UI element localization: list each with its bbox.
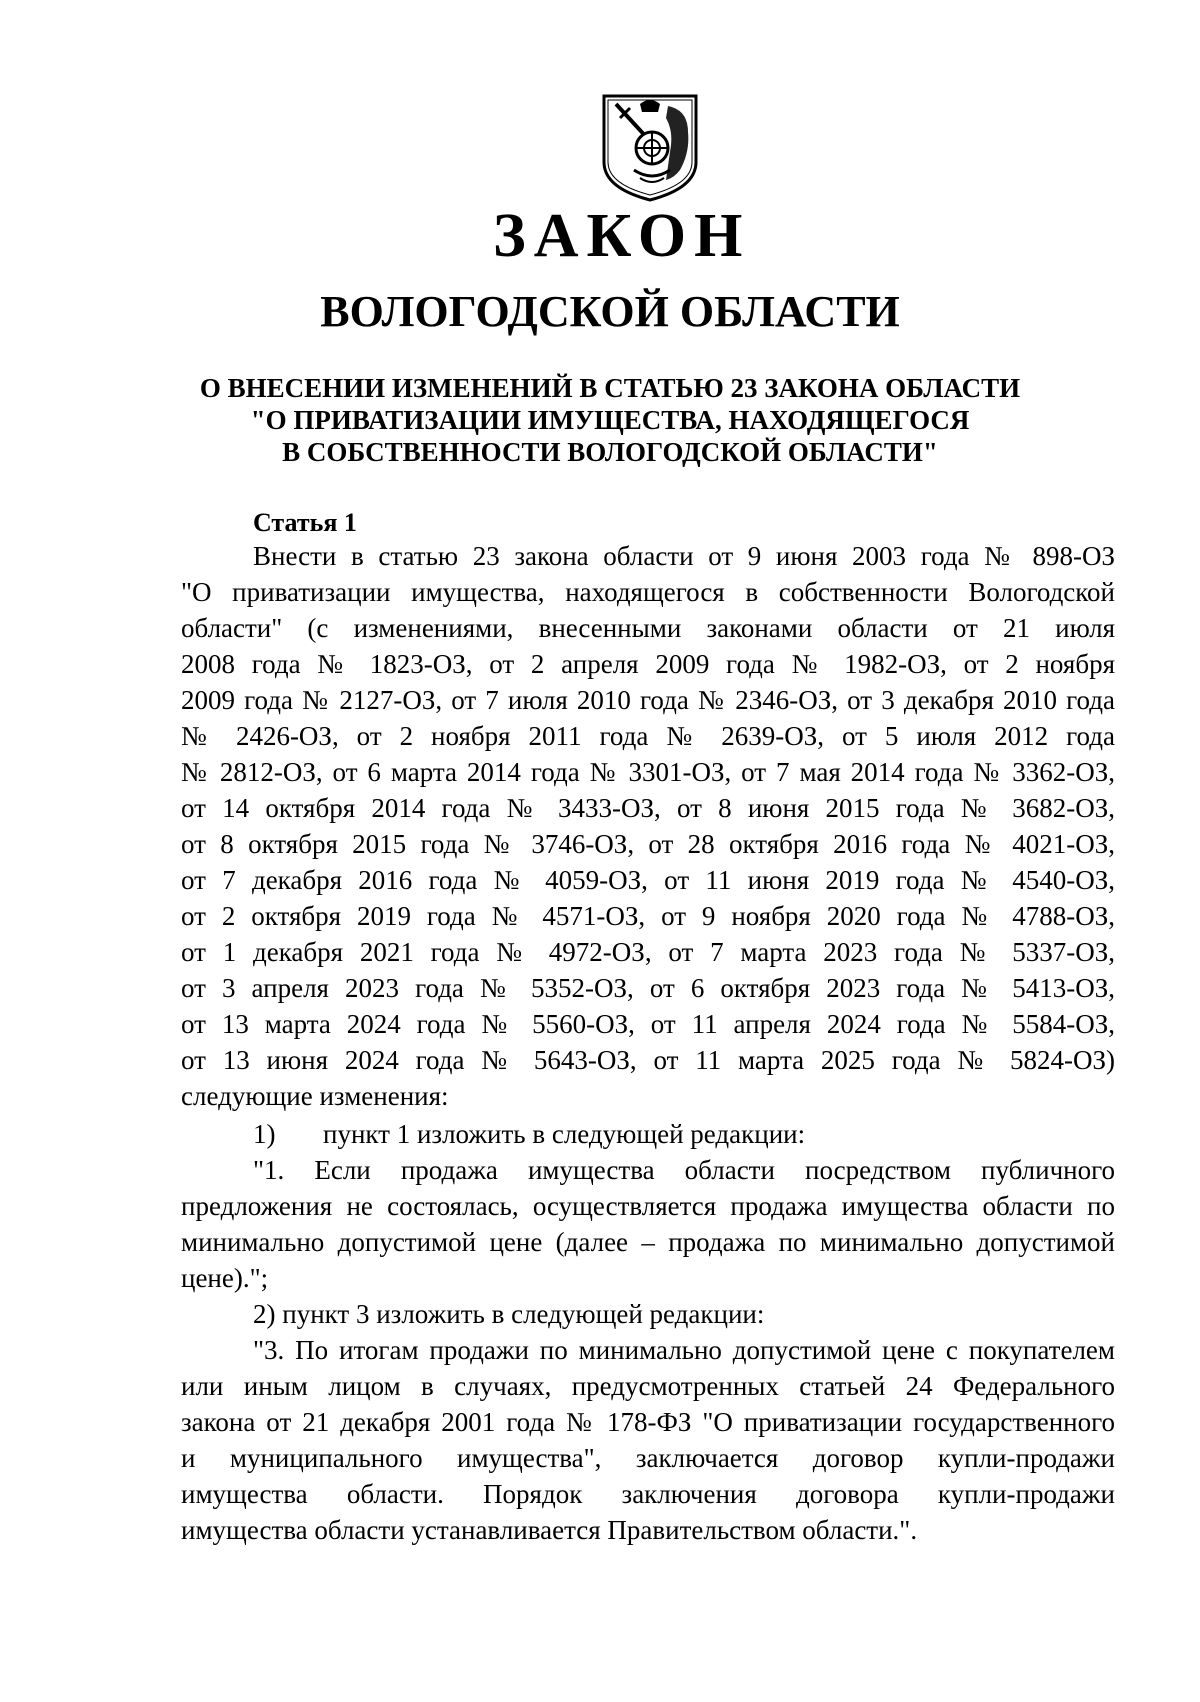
text-line: от 13 марта 2024 года № 5560-ОЗ, от 11 апреля 2024 года № 5584-ОЗ, xyxy=(181,1009,1115,1039)
item-1-quote xyxy=(181,1152,1115,1296)
article-heading: Статья 1 xyxy=(253,508,357,537)
text-line: от 2 октября 2019 года № 4571-ОЗ, от 9 ноября 2020 года № 4788-ОЗ, xyxy=(181,901,1115,931)
text-line: "О приватизации имущества, находящегося в собственности Вологодской xyxy=(181,577,1115,607)
law-word: ЗАКОН xyxy=(493,202,751,270)
text-line: имущества области. Порядок заключения договора купли-продажи xyxy=(181,1479,1115,1509)
law-title-line: В СОБСТВЕННОСТИ ВОЛОГОДСКОЙ ОБЛАСТИ" xyxy=(282,437,938,467)
item-2-text: 2) пункт 3 изложить в следующей редакции: xyxy=(253,1299,765,1329)
text-line: и муниципального имущества", заключается договор купли-продажи xyxy=(181,1443,1115,1473)
region-name: ВОЛОГОДСКОЙ ОБЛАСТИ xyxy=(320,287,900,336)
item-1-number: 1) xyxy=(253,1119,276,1149)
text-line: минимально допустимой цене (далее – продажа по минимально допустимой xyxy=(181,1227,1115,1257)
law-title-line: "О ПРИВАТИЗАЦИИ ИМУЩЕСТВА, НАХОДЯЩЕГОСЯ xyxy=(250,405,970,435)
text-line: 2009 года № 2127-ОЗ, от 7 июля 2010 года № 2346-ОЗ, от 3 декабря 2010 года xyxy=(181,685,1115,715)
text-line: от 1 декабря 2021 года № 4972-ОЗ, от 7 марта 2023 года № 5337-ОЗ, xyxy=(181,937,1115,967)
text-line: следующие изменения: xyxy=(181,1081,449,1111)
item-2-quote xyxy=(181,1332,1115,1548)
text-line: или иным лицом в случаях, предусмотренных статьей 24 Федерального xyxy=(181,1371,1115,1401)
text-line: цене)."; xyxy=(181,1263,269,1293)
text-line: области" (с изменениями, внесенными законами области от 21 июля xyxy=(181,613,1115,643)
article-intro xyxy=(181,538,1115,1114)
law-title xyxy=(180,372,1040,468)
text-line: закона от 21 декабря 2001 года № 178-ФЗ "О приватизации государственного xyxy=(181,1407,1115,1437)
text-line: № 2426-ОЗ, от 2 ноября 2011 года № 2639-ОЗ, от 5 июля 2012 года xyxy=(181,721,1115,751)
text-line: Внести в статью 23 закона области от 9 июня 2003 года № 898-ОЗ xyxy=(253,541,1115,571)
coat-of-arms-icon xyxy=(600,92,700,204)
text-line: от 14 октября 2014 года № 3433-ОЗ, от 8 июня 2015 года № 3682-ОЗ, xyxy=(181,793,1115,823)
text-line: от 3 апреля 2023 года № 5352-ОЗ, от 6 октября 2023 года № 5413-ОЗ, xyxy=(181,973,1115,1003)
item-1-text: пункт 1 изложить в следующей редакции: xyxy=(323,1119,806,1149)
text-line: имущества области устанавливается Правительством области.". xyxy=(181,1515,918,1545)
text-line: от 7 декабря 2016 года № 4059-ОЗ, от 11 июня 2019 года № 4540-ОЗ, xyxy=(181,865,1115,895)
text-line: предложения не состоялась, осуществляется продажа имущества области по xyxy=(181,1191,1115,1221)
text-line: "1. Если продажа имущества области посредством публичного xyxy=(253,1155,1115,1185)
law-title-line: О ВНЕСЕНИИ ИЗМЕНЕНИЙ В СТАТЬЮ 23 ЗАКОНА ОБЛАСТИ xyxy=(199,373,1021,403)
text-line: № 2812-ОЗ, от 6 марта 2014 года № 3301-ОЗ, от 7 мая 2014 года № 3362-ОЗ, xyxy=(181,757,1115,787)
text-line: от 13 июня 2024 года № 5643-ОЗ, от 11 марта 2025 года № 5824-ОЗ) xyxy=(181,1045,1115,1075)
text-line: "3. По итогам продажи по минимально допустимой цене с покупателем xyxy=(253,1335,1115,1365)
text-line: 2008 года № 1823-ОЗ, от 2 апреля 2009 года № 1982-ОЗ, от 2 ноября xyxy=(181,649,1115,679)
text-line: от 8 октября 2015 года № 3746-ОЗ, от 28 октября 2016 года № 4021-ОЗ, xyxy=(181,829,1115,859)
